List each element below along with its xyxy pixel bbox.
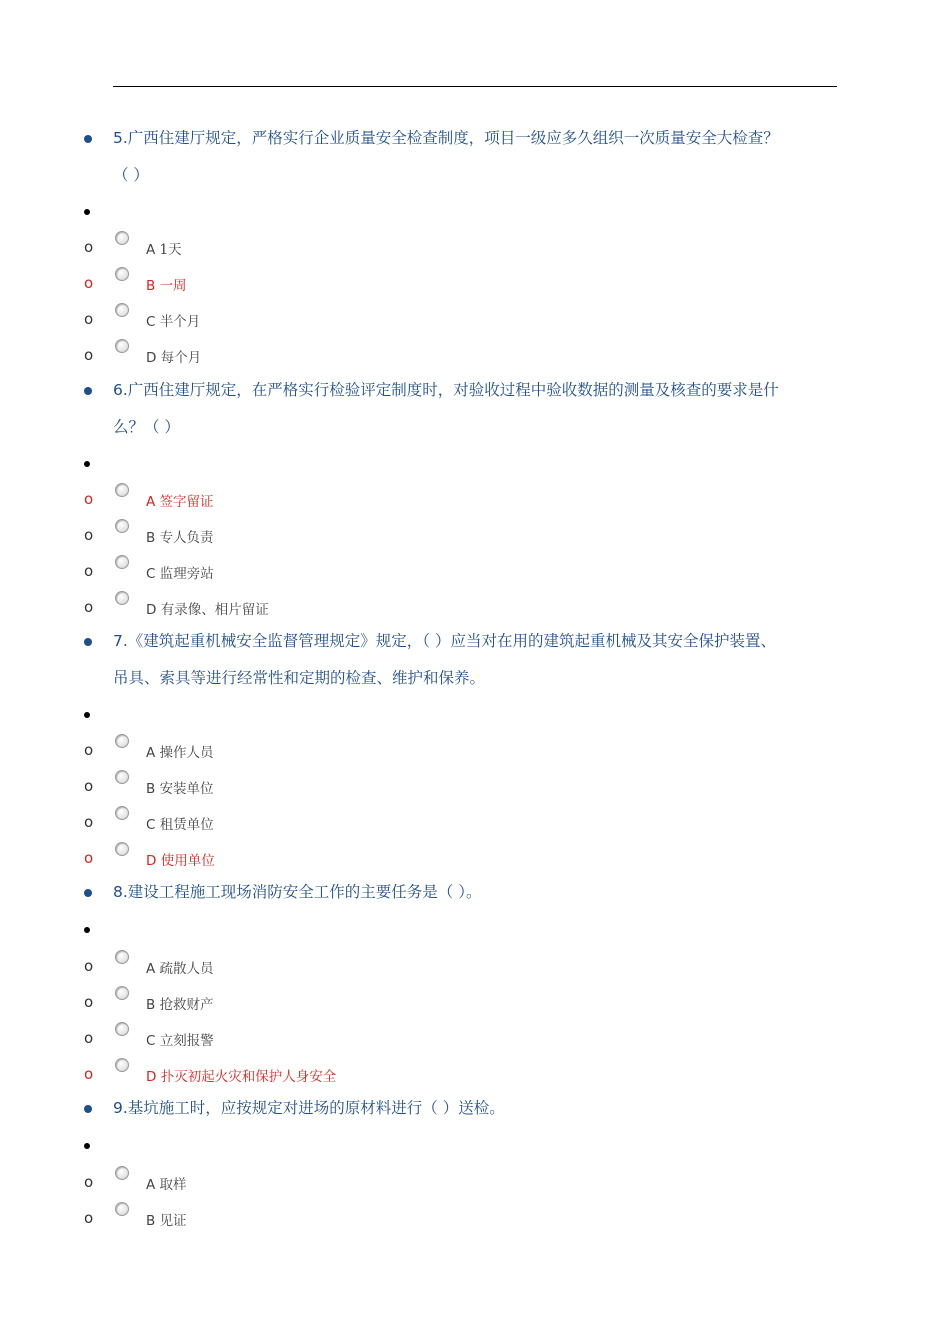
option-a-label: A 签字留证 — [146, 494, 214, 510]
option-c-radio[interactable] — [115, 1022, 129, 1036]
option-c-radio[interactable] — [115, 555, 129, 569]
option-marker: o — [84, 1029, 94, 1047]
question-bullet — [84, 135, 92, 143]
option-marker: o — [84, 562, 94, 580]
list-bullet — [84, 712, 90, 718]
option-b-label: B 见证 — [146, 1213, 187, 1229]
option-marker: o — [84, 238, 94, 256]
option-marker: o — [84, 1173, 94, 1191]
option-marker: o — [84, 1209, 94, 1227]
option-c-radio[interactable] — [115, 303, 129, 317]
list-bullet — [84, 927, 90, 933]
option-marker: o — [84, 274, 94, 292]
option-a-label: A 1天 — [146, 242, 182, 258]
option-marker: o — [84, 526, 94, 544]
question-text-line1: 《建筑起重机械安全监督管理规定》规定，（ ）应当对在用的建筑起重机械及其安全保护装置、 — [127, 632, 776, 650]
option-marker: o — [84, 849, 94, 867]
question-8 — [113, 874, 843, 911]
question-text-line2: （ ） — [113, 166, 149, 184]
option-d-radio[interactable] — [115, 591, 129, 605]
option-b-label: B 抢救财产 — [146, 997, 214, 1013]
option-d-label: D 有录像、相片留证 — [146, 602, 269, 618]
option-marker: o — [84, 777, 94, 795]
option-c-label: C 监理旁站 — [146, 566, 214, 582]
option-c-label: C 半个月 — [146, 314, 201, 330]
option-b-radio[interactable] — [115, 267, 129, 281]
option-a-radio[interactable] — [115, 231, 129, 245]
option-marker: o — [84, 993, 94, 1011]
option-marker: o — [84, 1065, 94, 1083]
option-b-radio[interactable] — [115, 986, 129, 1000]
option-marker: o — [84, 598, 94, 616]
list-bullet — [84, 461, 90, 467]
question-text-line1: 广西住建厅规定，在严格实行检验评定制度时，对验收过程中验收数据的测量及核查的要求是什 — [127, 381, 779, 399]
question-text-line1: 建设工程施工现场消防安全工作的主要任务是（ ）。 — [127, 883, 482, 901]
question-number: 5. — [113, 129, 128, 147]
question-bullet — [84, 387, 92, 395]
option-a-label: A 操作人员 — [146, 745, 214, 761]
option-d-label: D 使用单位 — [146, 853, 215, 869]
option-a-label: A 疏散人员 — [146, 961, 214, 977]
option-marker: o — [84, 741, 94, 759]
option-c-label: C 租赁单位 — [146, 817, 214, 833]
option-marker: o — [84, 346, 94, 364]
question-number: 6. — [113, 381, 128, 399]
option-b-radio[interactable] — [115, 519, 129, 533]
question-5 — [113, 120, 843, 194]
question-number: 7. — [113, 632, 128, 650]
option-a-radio[interactable] — [115, 734, 129, 748]
option-b-label: B 专人负责 — [146, 530, 214, 546]
question-7 — [113, 623, 843, 697]
question-9 — [113, 1090, 843, 1127]
option-d-radio[interactable] — [115, 1058, 129, 1072]
option-d-label: D 每个月 — [146, 350, 202, 366]
option-b-radio[interactable] — [115, 770, 129, 784]
option-marker: o — [84, 310, 94, 328]
option-a-radio[interactable] — [115, 950, 129, 964]
option-marker: o — [84, 957, 94, 975]
question-number: 9. — [113, 1099, 128, 1117]
header-rule — [113, 86, 837, 87]
option-a-radio[interactable] — [115, 1166, 129, 1180]
option-d-radio[interactable] — [115, 842, 129, 856]
option-marker: o — [84, 813, 94, 831]
list-bullet — [84, 209, 90, 215]
option-b-radio[interactable] — [115, 1202, 129, 1216]
question-number: 8. — [113, 883, 128, 901]
option-b-label: B 一周 — [146, 278, 187, 294]
question-text-line1: 基坑施工时，应按规定对进场的原材料进行（ ）送检。 — [127, 1099, 505, 1117]
option-c-label: C 立刻报警 — [146, 1033, 214, 1049]
option-a-label: A 取样 — [146, 1177, 187, 1193]
list-bullet — [84, 1143, 90, 1149]
question-bullet — [84, 1105, 92, 1113]
option-marker: o — [84, 490, 94, 508]
question-6 — [113, 372, 843, 446]
question-text-line1: 广西住建厅规定，严格实行企业质量安全检查制度，项目一级应多久组织一次质量安全大检查？ — [127, 129, 779, 147]
question-text-line2: 么？（ ） — [113, 418, 180, 436]
question-bullet — [84, 889, 92, 897]
option-b-label: B 安装单位 — [146, 781, 214, 797]
option-d-label: D 扑灭初起火灾和保护人身安全 — [146, 1069, 337, 1085]
option-d-radio[interactable] — [115, 339, 129, 353]
question-text-line2: 吊具、索具等进行经常性和定期的检查、维护和保养。 — [113, 669, 486, 687]
option-c-radio[interactable] — [115, 806, 129, 820]
question-bullet — [84, 638, 92, 646]
option-a-radio[interactable] — [115, 483, 129, 497]
